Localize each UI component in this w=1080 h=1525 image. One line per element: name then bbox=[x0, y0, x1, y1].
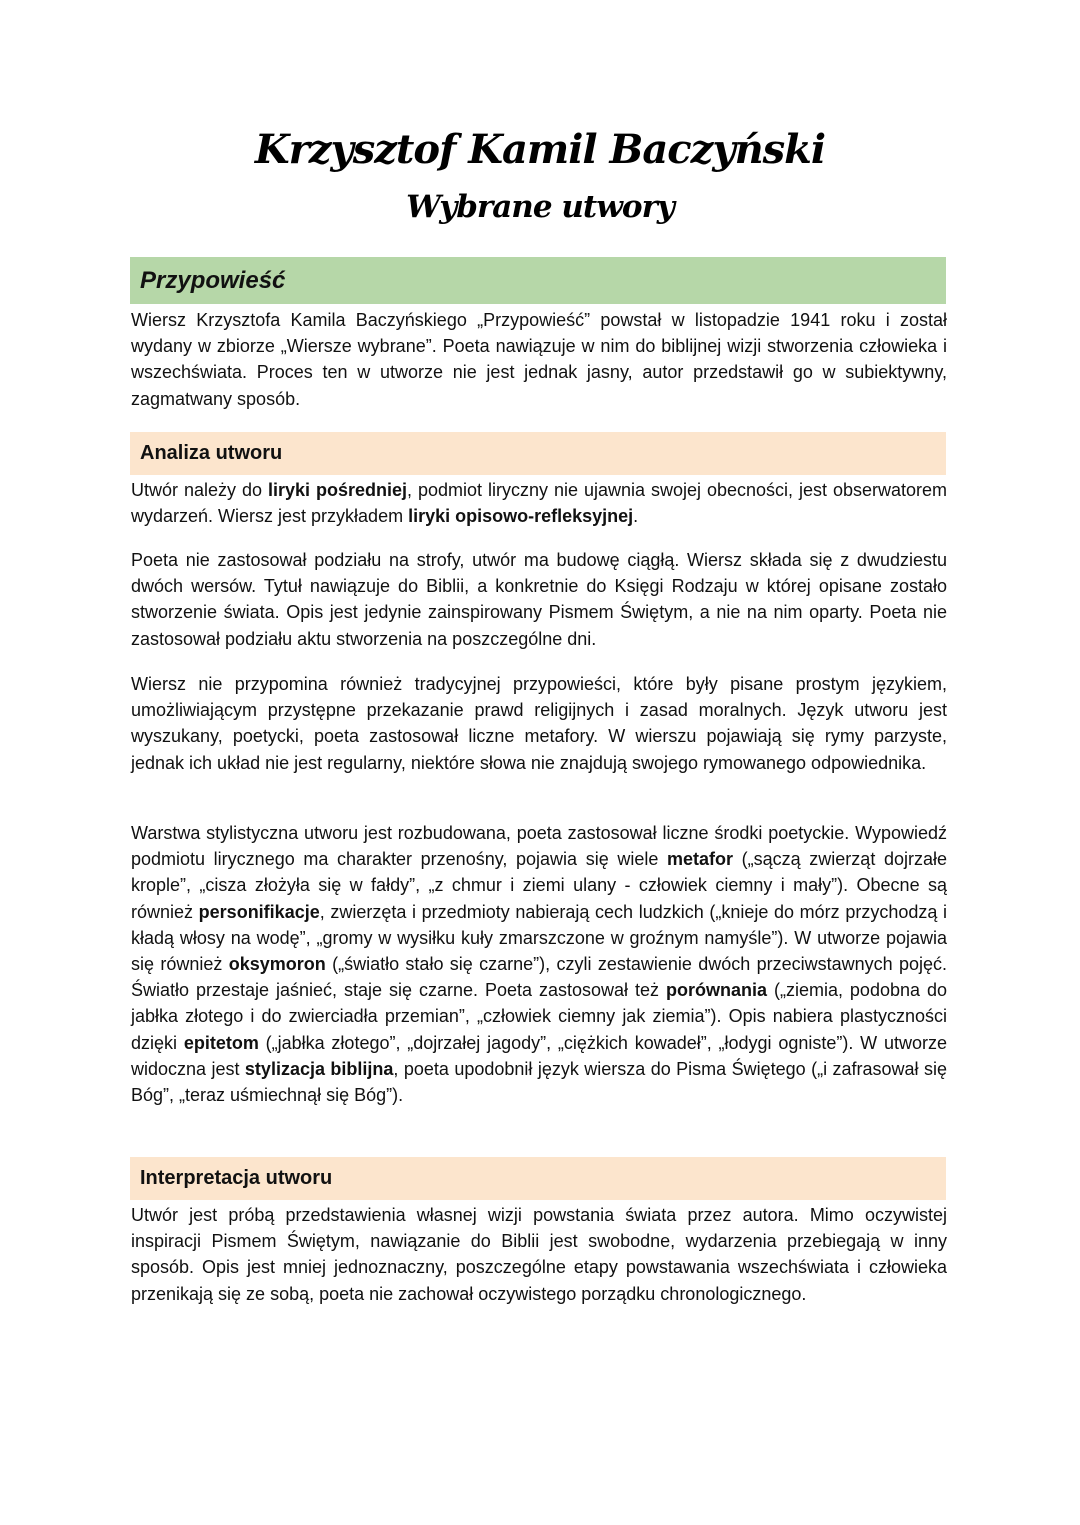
analysis-paragraph-2: Poeta nie zastosował podziału na strofy, utwór ma budowę ciągłą. Wiersz składa się z dwudziestu dwóch wersów. Tytuł nawiązuje do Biblii, a konkretnie do Księgi Rodzaju w której opisane zostało stworzenie świata. Opis jest jedynie zainspirowany Pismem Świętym, a nie na nim oparty. Poeta nie zastosował podziału aktu stworzenia na poszczególne dni. bbox=[131, 550, 947, 649]
document-subtitle: Wybrane utwory bbox=[406, 189, 674, 225]
analysis-paragraph-3: Wiersz nie przypomina również tradycyjnej przypowieści, które były pisane prostym językiem, umożliwiającym przystępne przekazanie prawd religijnych i zasad moralnych. Język utworu jest wyszukany, poetycki, poeta zastosował liczne metafory. W wierszu pojawiają się rymy parzyste, jednak ich układ nie jest regularny, niektóre słowa nie znajdują swojego rymowanego odpowiednika. bbox=[131, 674, 947, 773]
term-personifikacje: personifikacje bbox=[198, 901, 320, 922]
document-title: Krzysztof Kamil Baczyński bbox=[254, 126, 826, 173]
term-oksymoron: oksymoron bbox=[228, 954, 326, 975]
term-epitety: epitetom bbox=[183, 1032, 259, 1053]
section-heading-interpretacja: Interpretacja utworu bbox=[130, 1157, 946, 1200]
section-heading-analiza: Analiza utworu bbox=[130, 432, 946, 475]
term-stylizacja-biblijna: stylizacja biblijna bbox=[244, 1058, 394, 1079]
section-heading-przypowiesc: Przypowieść bbox=[130, 257, 946, 304]
term-liryka-posrednia: liryki pośredniej bbox=[267, 480, 407, 500]
term-liryka-opisowo-refleksyjna: liryki opisowo-refleksyjnej bbox=[408, 506, 634, 527]
interpretation-paragraph: Utwór jest próbą przedstawienia własnej wizji powstania świata przez autora. Mimo oczywistej inspiracji Pismem Świętym, nawiązanie do Biblii jest swobodne, wydarzenia przebiegają w inny sposób. Opis jest mniej jednoznaczny, poszczególne etapy powstawania wszechświata i człowieka przenikają się ze sobą, poeta nie zachował oczywistego porządku chronologicznego. bbox=[131, 1205, 947, 1304]
term-porownania: porównania bbox=[665, 980, 767, 1001]
term-metafory: metafor bbox=[667, 849, 734, 870]
intro-paragraph: Wiersz Krzysztofa Kamila Baczyńskiego „Przypowieść” powstał w listopadzie 1941 roku i został wydany w zbiorze „Wiersze wybrane”. Poeta nawiązuje w nim do biblijnej wizji stworzenia człowieka i wszechświata. Proces ten w utworze nie jest jednak jasny, autor przedstawił go w subiektywny, zagmatwany sposób. bbox=[131, 310, 947, 409]
analysis-paragraph-1: Utwór należy do liryki pośredniej, podmiot liryczny nie ujawnia swojej obecności, jest obserwatorem wydarzeń. Wiersz jest przykładem liryki opisowo-refleksyjnej. bbox=[131, 480, 947, 527]
analysis-paragraph-4: Warstwa stylistyczna utworu jest rozbudowana, poeta zastosował liczne środki poetyckie. Wypowiedź podmiotu lirycznego ma charakter przenośny, pojawia się wiele metafor („sączą zwierząt dojrzałe krople”, „cisza złożyła się w fałdy”, „z chmur i ziemi ulany - człowiek ciemny i mały”). Obecne są również personifikacje, zwierzęta i przedmioty nabierają cech ludzkich („knieje do mórz przychodzą i kładą włosy na wodę”, „gromy w wysiłku kuły zmarszczone w groźnym namyśle”). W utworze pojawia się również oksymoron („światło stało się czarne”), czyli zestawienie dwóch przeciwstawnych pojęć. Światło przestaje jaśnieć, staje się czarne. Poeta zastosował też porównania („ziemia, podobna do jabłka złotego i do zwierciadła przemian”, „człowiek ciemny jak ziemia”). Opis nabiera plastyczności dzięki epitetom („jabłka złotego”, „dojrzałej jagody”, „ciężkich kowadeł”, „łodygi ogniste”). W utworze widoczna jest stylizacja biblijna, poeta upodobnił język wiersza do Pisma Świętego („i zafrasował się Bóg”, „teraz uśmiechnął się Bóg”). bbox=[131, 823, 947, 1106]
